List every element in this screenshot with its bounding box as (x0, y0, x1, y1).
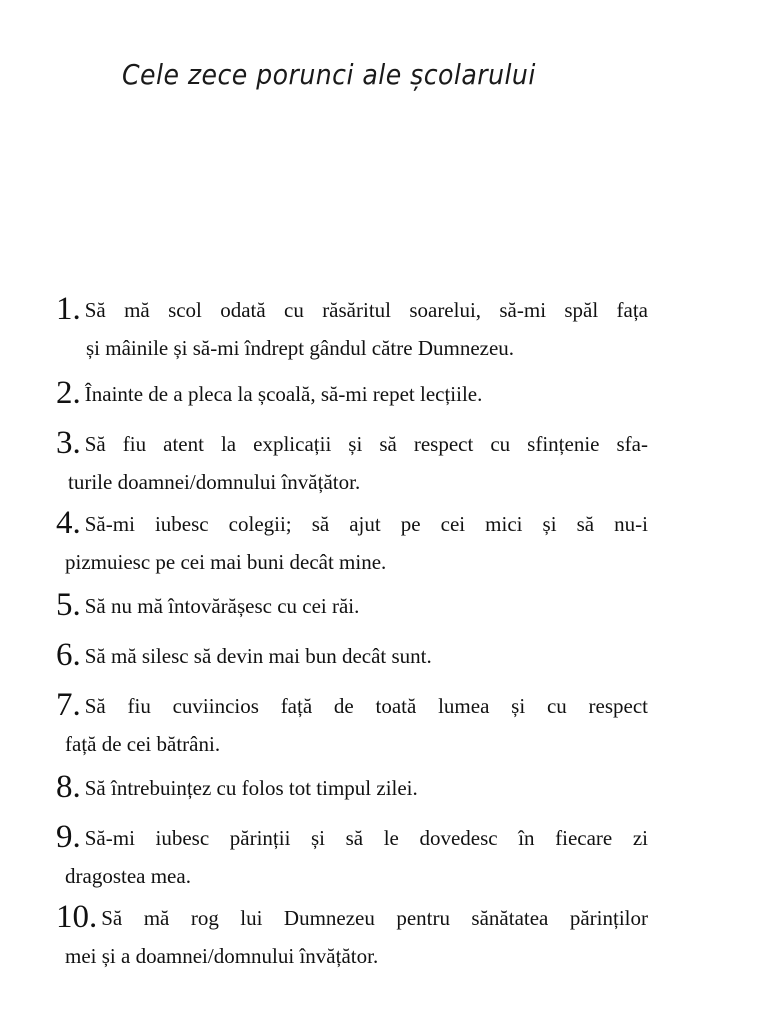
list-item-8 (56, 768, 648, 807)
item-number: 8. (56, 769, 81, 805)
list-item-5 (56, 586, 648, 625)
item-number: 10. (56, 899, 98, 935)
item-number: 4. (56, 505, 81, 541)
list-item-1 (56, 290, 648, 367)
list-item-10 (56, 898, 648, 975)
item-number: 7. (56, 687, 81, 723)
item-text: Să mă rog lui Dumnezeu pentru sănătatea părinților (101, 906, 648, 930)
item-text: Să întrebuințez cu folos tot timpul zilei. (84, 776, 418, 800)
list-item-2 (56, 374, 648, 413)
item-number: 5. (56, 587, 81, 623)
list-item-9 (56, 818, 648, 895)
item-text: Să mă scol odată cu răsăritul soarelui, să-mi spăl fața (84, 298, 648, 322)
item-text: Să-mi iubesc părinții și să le dovedesc în fiecare zi (84, 826, 648, 850)
item-text-continued: dragostea mea. (65, 864, 191, 888)
list-item-3 (56, 424, 648, 501)
item-text: Să fiu atent la explicații și să respect cu sfințenie sfa- (84, 432, 648, 456)
item-number: 6. (56, 637, 81, 673)
item-text: Înainte de a pleca la școală, să-mi repet lecțiile. (84, 382, 483, 406)
list-item-7 (56, 686, 648, 763)
item-text-continued: mei și a doamnei/domnului învățător. (65, 944, 379, 968)
item-text: Să mă silesc să devin mai bun decât sunt. (84, 644, 432, 668)
item-number: 1. (56, 291, 81, 327)
item-text-continued: față de cei bătrâni. (65, 732, 221, 756)
item-text: Să-mi iubesc colegii; să ajut pe cei mici și să nu-i (84, 512, 648, 536)
item-number: 3. (56, 425, 81, 461)
page-title: Cele zece porunci ale școlarului (122, 58, 536, 91)
item-text-continued: pizmuiesc pe cei mai buni decât mine. (65, 550, 387, 574)
item-text-continued: turile doamnei/domnului învățător. (68, 470, 361, 494)
item-text: Să nu mă întovărășesc cu cei răi. (84, 594, 360, 618)
list-item-6 (56, 636, 648, 675)
item-number: 2. (56, 375, 81, 411)
item-number: 9. (56, 819, 81, 855)
item-text-continued: și mâinile și să-mi îndrept gândul către Dumnezeu. (86, 336, 515, 360)
item-text: Să fiu cuviincios față de toată lumea și cu respect (84, 694, 648, 718)
list-item-4 (56, 504, 648, 581)
